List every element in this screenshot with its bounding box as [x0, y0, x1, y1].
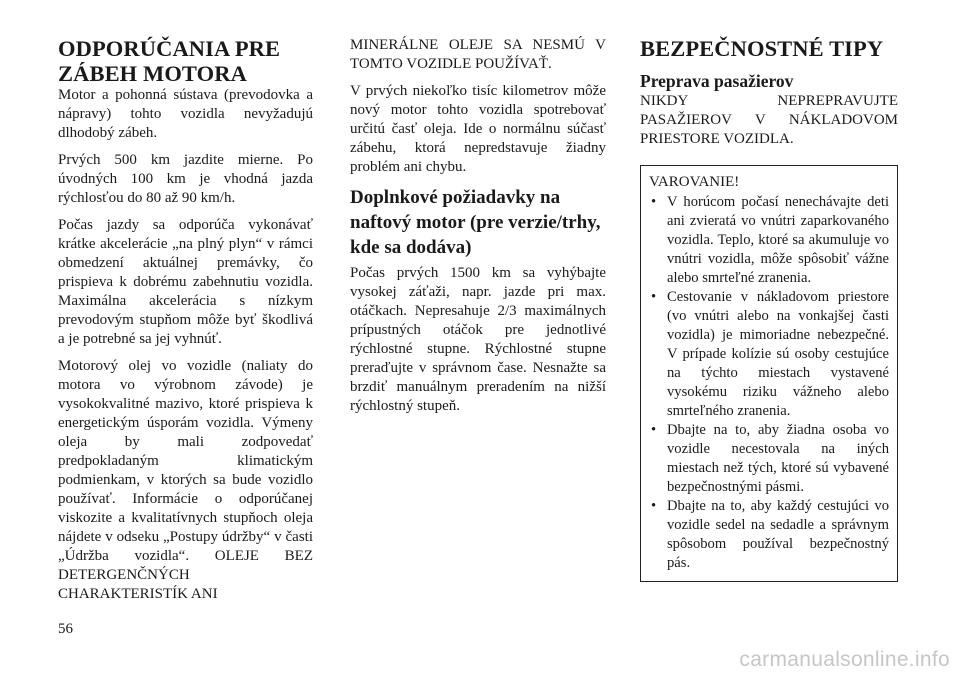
warning-item: [647, 288, 889, 421]
paragraph-drivetrain: Motor a pohonná sústava (prevodovka a nápravy) tohto vozidla nevyžadujú dlhodobý zábeh.: [58, 87, 313, 141]
warning-title: VAROVANIE!: [649, 174, 740, 190]
left-column: [58, 36, 313, 612]
paragraph-diesel-first-1500km: Počas prvých 1500 km sa vyhýbajte vysokej záťaži, napr. jazde pri max. otáčkach. Nepresahuje 2/3 maximálnych prípustných otáčok pre jednotlivé rýchlostné stupne. Rýchlostné stupne preraďujte v správnom čase. Nesnažte sa brzdiť manuálnym preradením na nižší rýchlostný stupeň.: [350, 265, 606, 414]
section-heading-engine-break-in: ODPORÚČANIA PRE ZÁBEH MOTORA: [58, 36, 281, 86]
section-heading-safety-tips: BEZPEČNOSTNÉ TIPY: [640, 36, 884, 61]
page-number: 56: [58, 621, 73, 637]
warning-box: [640, 165, 898, 582]
subheading-diesel-requirements: Doplnkové požiadavky na naftový motor (pre verzie/trhy, kde sa dodáva): [350, 187, 601, 258]
bullet-icon: •: [651, 194, 657, 210]
warning-list: [647, 193, 889, 573]
warning-item: [647, 193, 889, 288]
bullet-icon: •: [651, 498, 657, 514]
warning-item-text: Dbajte na to, aby žiadna osoba vo vozidle necestovala na iných miestach než tých, ktoré sú vybavené bezpečnostnými pásmi.: [667, 422, 889, 495]
paragraph-engine-oil: Motorový olej vo vozidle (naliaty do motora vo výrobnom závode) je vysokokvalitné mazivo, ktoré prispieva k energetickým úsporám vozidla. Výmeny oleja by mali zodpovedať predpokladaným klimatickým podmienkam, v ktorých sa bude vozidlo používať. Informácie o odporúčanej viskozite a kvalitatívnych stupňoch oleja nájdete v odseku „Postupy údržby“ v časti „Údržba vozidla“. OLEJE BEZ DETERGENČNÝCH CHARAKTERISTÍK ANI: [58, 358, 313, 602]
paragraph-acceleration: Počas jazdy sa odporúča vykonávať krátke akcelerácie „na plný plyn“ v rámci obmedzení aktuálnej premávky, čo prispieva k dobrému zabehnutiu vozidla. Maximálna akcelerácia s nízkym prevodovým stupňom môže byť škodlivá a je potrebné sa jej vyhnúť.: [58, 217, 313, 347]
subheading-passenger-transport: Preprava pasažierov: [640, 71, 794, 91]
paragraph-cargo-area-warning: NIKDY NEPREPRAVUJTE PASAŽIEROV V NÁKLADOVOM PRIESTORE VOZIDLA.: [640, 93, 898, 147]
warning-item: [647, 497, 889, 573]
warning-item-text: Dbajte na to, aby každý cestujúci vo vozidle sedel na sedadle a správnym spôsobom používal bezpečnostný pás.: [667, 498, 889, 571]
warning-item-text: V horúcom počasí nenechávajte deti ani zvieratá vo vnútri zaparkovaného vozidla. Teplo, ktoré sa akumuluje vo vnútri vozidla, môže spôsobiť vážne alebo smrteľné zranenia.: [667, 194, 889, 286]
middle-column: [350, 36, 606, 424]
bullet-icon: •: [651, 289, 657, 305]
warning-item-text: Cestovanie v nákladovom priestore (vo vnútri alebo na vonkajšej časti vozidla) je mimoriadne nebezpečné. V prípade kolízie sú osoby cestujúce na týchto miestach vystavené vysokému riziku vážneho alebo smrteľného zranenia.: [667, 289, 889, 419]
paragraph-oil-consumption: V prvých niekoľko tisíc kilometrov môže nový motor tohto vozidla spotrebovať určitú časť oleja. Ide o normálnu súčasť zábehu, ktorá nepredstavuje žiadny problém ani chybu.: [350, 83, 606, 175]
right-column: [640, 36, 898, 582]
warning-item: [647, 421, 889, 497]
paragraph-first-500km: Prvých 500 km jazdite mierne. Po úvodných 100 km je vhodná jazda rýchlosťou do 80 až 90 km/h.: [58, 152, 313, 206]
bullet-icon: •: [651, 422, 657, 438]
paragraph-oil-continuation: MINERÁLNE OLEJE SA NESMÚ V TOMTO VOZIDLE POUŽÍVAŤ.: [350, 37, 606, 72]
watermark-text: carmanualsonline.info: [739, 648, 950, 671]
